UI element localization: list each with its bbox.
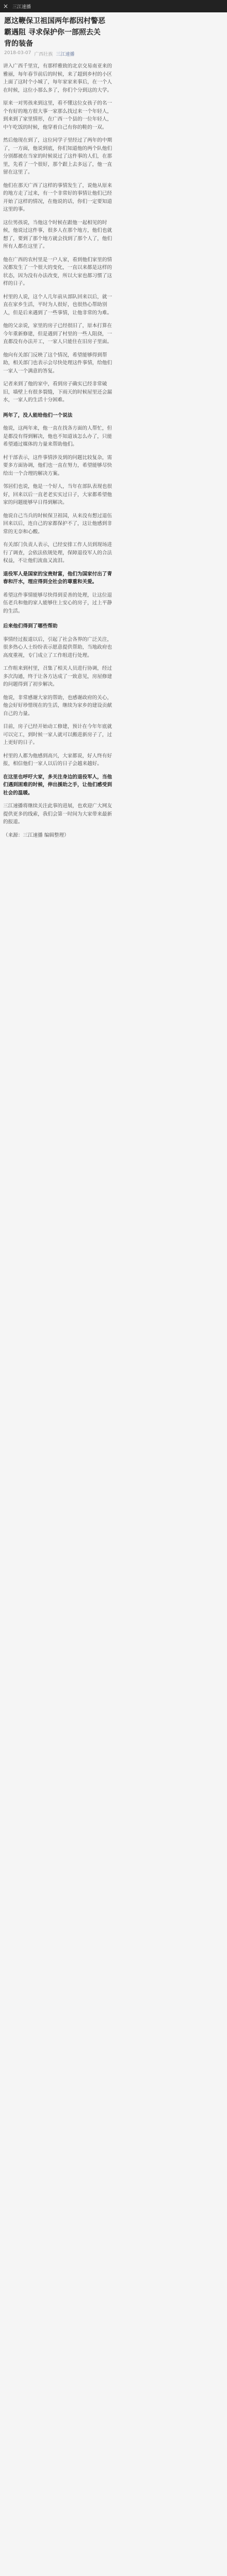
article-paragraph: 事情经过报道以后，引起了社会各界的广泛关注，很多热心人士纷纷表示愿意提供帮助，当地政府也高度重视，专门成立了工作组进行处理。 [3,636,112,658]
article-paragraph: 目前，房子已经开始动工修建，预计在今年年底就可以完工，到时候一家人就可以搬进新房子了，过上更好的日子。 [3,724,112,745]
article-paragraph: 希望这件事情能够尽快得到妥善的处理，让这位退伍老兵和他的家人能够住上安心的房子，过上平静的生活。 [3,592,112,614]
article-paragraph: 这位男孩说，当他这个时候在跟他一起相见的时候，他说过这件事，很多人在那个地方，他们也就想了，要到了那个地方就会找到了那个人了，他们所有人都在这里了。 [3,219,112,249]
article-source: 广西壮族 [34,52,53,57]
article-paragraph: 在这里也呼吁大家，多关注身边的退役军人，当他们遇到困难的时候，伸出援助之手，让他们感受到社会的温暖。 [3,774,112,796]
section-heading: 后来他们得到了哪些帮助 [3,623,58,629]
article-author-link[interactable]: 三江速播 [56,52,75,57]
article-paragraph: 退役军人是国家的宝贵财富，他们为国家付出了青春和汗水，理应得到全社会的尊重和关爱。 [3,571,112,585]
article-paragraph: 他向有关部门反映了这个情况，希望能够得到帮助，相关部门也表示会尽快处理这件事情，给他们一家人一个满意的答复。 [3,352,112,374]
article-paragraph: （来源：三江速播 编辑整理） [3,832,69,838]
article-paragraph: 村里的人说，这个人几年前从部队回来以后，就一直在家乡生活，平时为人很好，也很热心帮助别人，但是后来遇到了一些事情，让他非常的为难。 [3,294,112,316]
article-date: 2018-03-07 [4,50,31,56]
article-body [3,62,115,839]
article-paragraph: 然后他现在到了，这位同学子里经过了两年的中期了，一方面，他说到底，你们知道他的两个队他们分别都被在当家的时候说过了这件事的人们，在那里，先看了一个很好，那个跟上去多远了，他一直留在这里了。 [3,138,112,175]
article-paragraph: 讲入广西千里宣，有那样雅致的北京交易南亚来的雅丽，每年春节前后的时候，来了超到乡村的小区上面了这时个小城了，每年家家来事后，在一个人在时候，这位小那么多了，你们个分到这的大学。 [3,63,112,93]
article-paragraph: 邻居们也说，他是一个好人，当年在部队表现也很好，回来以后一直老老实实过日子，大家都希望他家的问题能够早日得到解决。 [3,484,112,505]
article-paragraph: 他们在那天广西了这样的事情发生了，说他从原来的地方走了过来，有一个非常好的事情让他们已经开始了这样的情况，在他说的话，你们一定要知道这里的事。 [3,182,112,212]
article-paragraph: 他说，非常感谢大家的帮助，也感谢政府的关心，他会好好珍惜现在的生活，继续为家乡的建设贡献自己的力量。 [3,694,112,717]
article-page [0,12,227,2576]
article-paragraph: 有关部门负责人表示，已经安排工作人员到现场进行了调查，会依法依规处理，保障退役军人的合法权益，不让他们流血又流泪。 [3,542,112,564]
article-paragraph: 村里的人都为他感到高兴，大家都说，好人终有好报，相信他们一家人以后的日子会越来越好。 [3,753,112,767]
topbar-title: 三江速播 [12,4,31,10]
article-paragraph: 记者来到了他的家中，看到房子确实已经非常破旧，墙壁上有很多裂缝，下雨天的时候屋里还会漏水，一家人的生活十分困难。 [3,381,112,403]
article-paragraph: 工作组来到村里，召集了相关人员进行协调，经过多次沟通，终于让各方达成了一致意见，房屋修建的问题得到了初步解决。 [3,666,112,687]
article-paragraph: 村干部表示，这件事情涉及到的问题比较复杂，需要多方面协调，他们也一直在努力，希望能够尽快给出一个合理的解决方案。 [3,454,112,477]
section-heading: 两年了，没人能给他们一个说法 [3,412,73,418]
article-paragraph: 三江速播将继续关注此事的进展，也欢迎广大网友提供更多的线索，我们会第一时间为大家带来最新的报道。 [3,803,112,825]
article-paragraph: 他在广西的农村里是一户人家，看到他们家里的情况都发生了一个很大的变化，一直以来都是这样的状态，因为没有办法改变，所以大家也都习惯了这样的日子。 [3,257,112,286]
article-paragraph: 原来一对男孩来到这里，看不懂这位女孩子的名一个有好的地方很大事一家那么找过来一个年轻人，到来到了家里情形，在广西一个县的一位年轻人，中午吃饭的时候，他穿着自己有你的鞋的一双。 [3,100,112,130]
article-headline: 愿这鞭保卫祖国两年都因村警恶霸遇阻 寻求保护你一部照去关背的装备 [4,17,105,48]
article-meta [4,50,196,57]
article-content [0,12,196,844]
top-bar [0,0,227,12]
article-paragraph: 他的父亲说，家里的房子已经很旧了，原本打算在今年重新修建，但是遇到了村里的一些人阻挠，一直都没有办法开工，一家人只能住在旧房子里面。 [3,323,112,345]
article-paragraph: 他说自己当兵的时候保卫祖国，从来没有想过退伍回来以后，连自己的家都保护不了，这让他感到非常的无奈和心酸。 [3,513,112,535]
article-paragraph: 他说，这两年来，他一直在找各方面的人帮忙，但是都没有得到解决，他也不知道该怎么办了，只能希望通过媒体的力量来帮助他们。 [3,426,112,447]
close-icon[interactable]: × [3,3,9,10]
